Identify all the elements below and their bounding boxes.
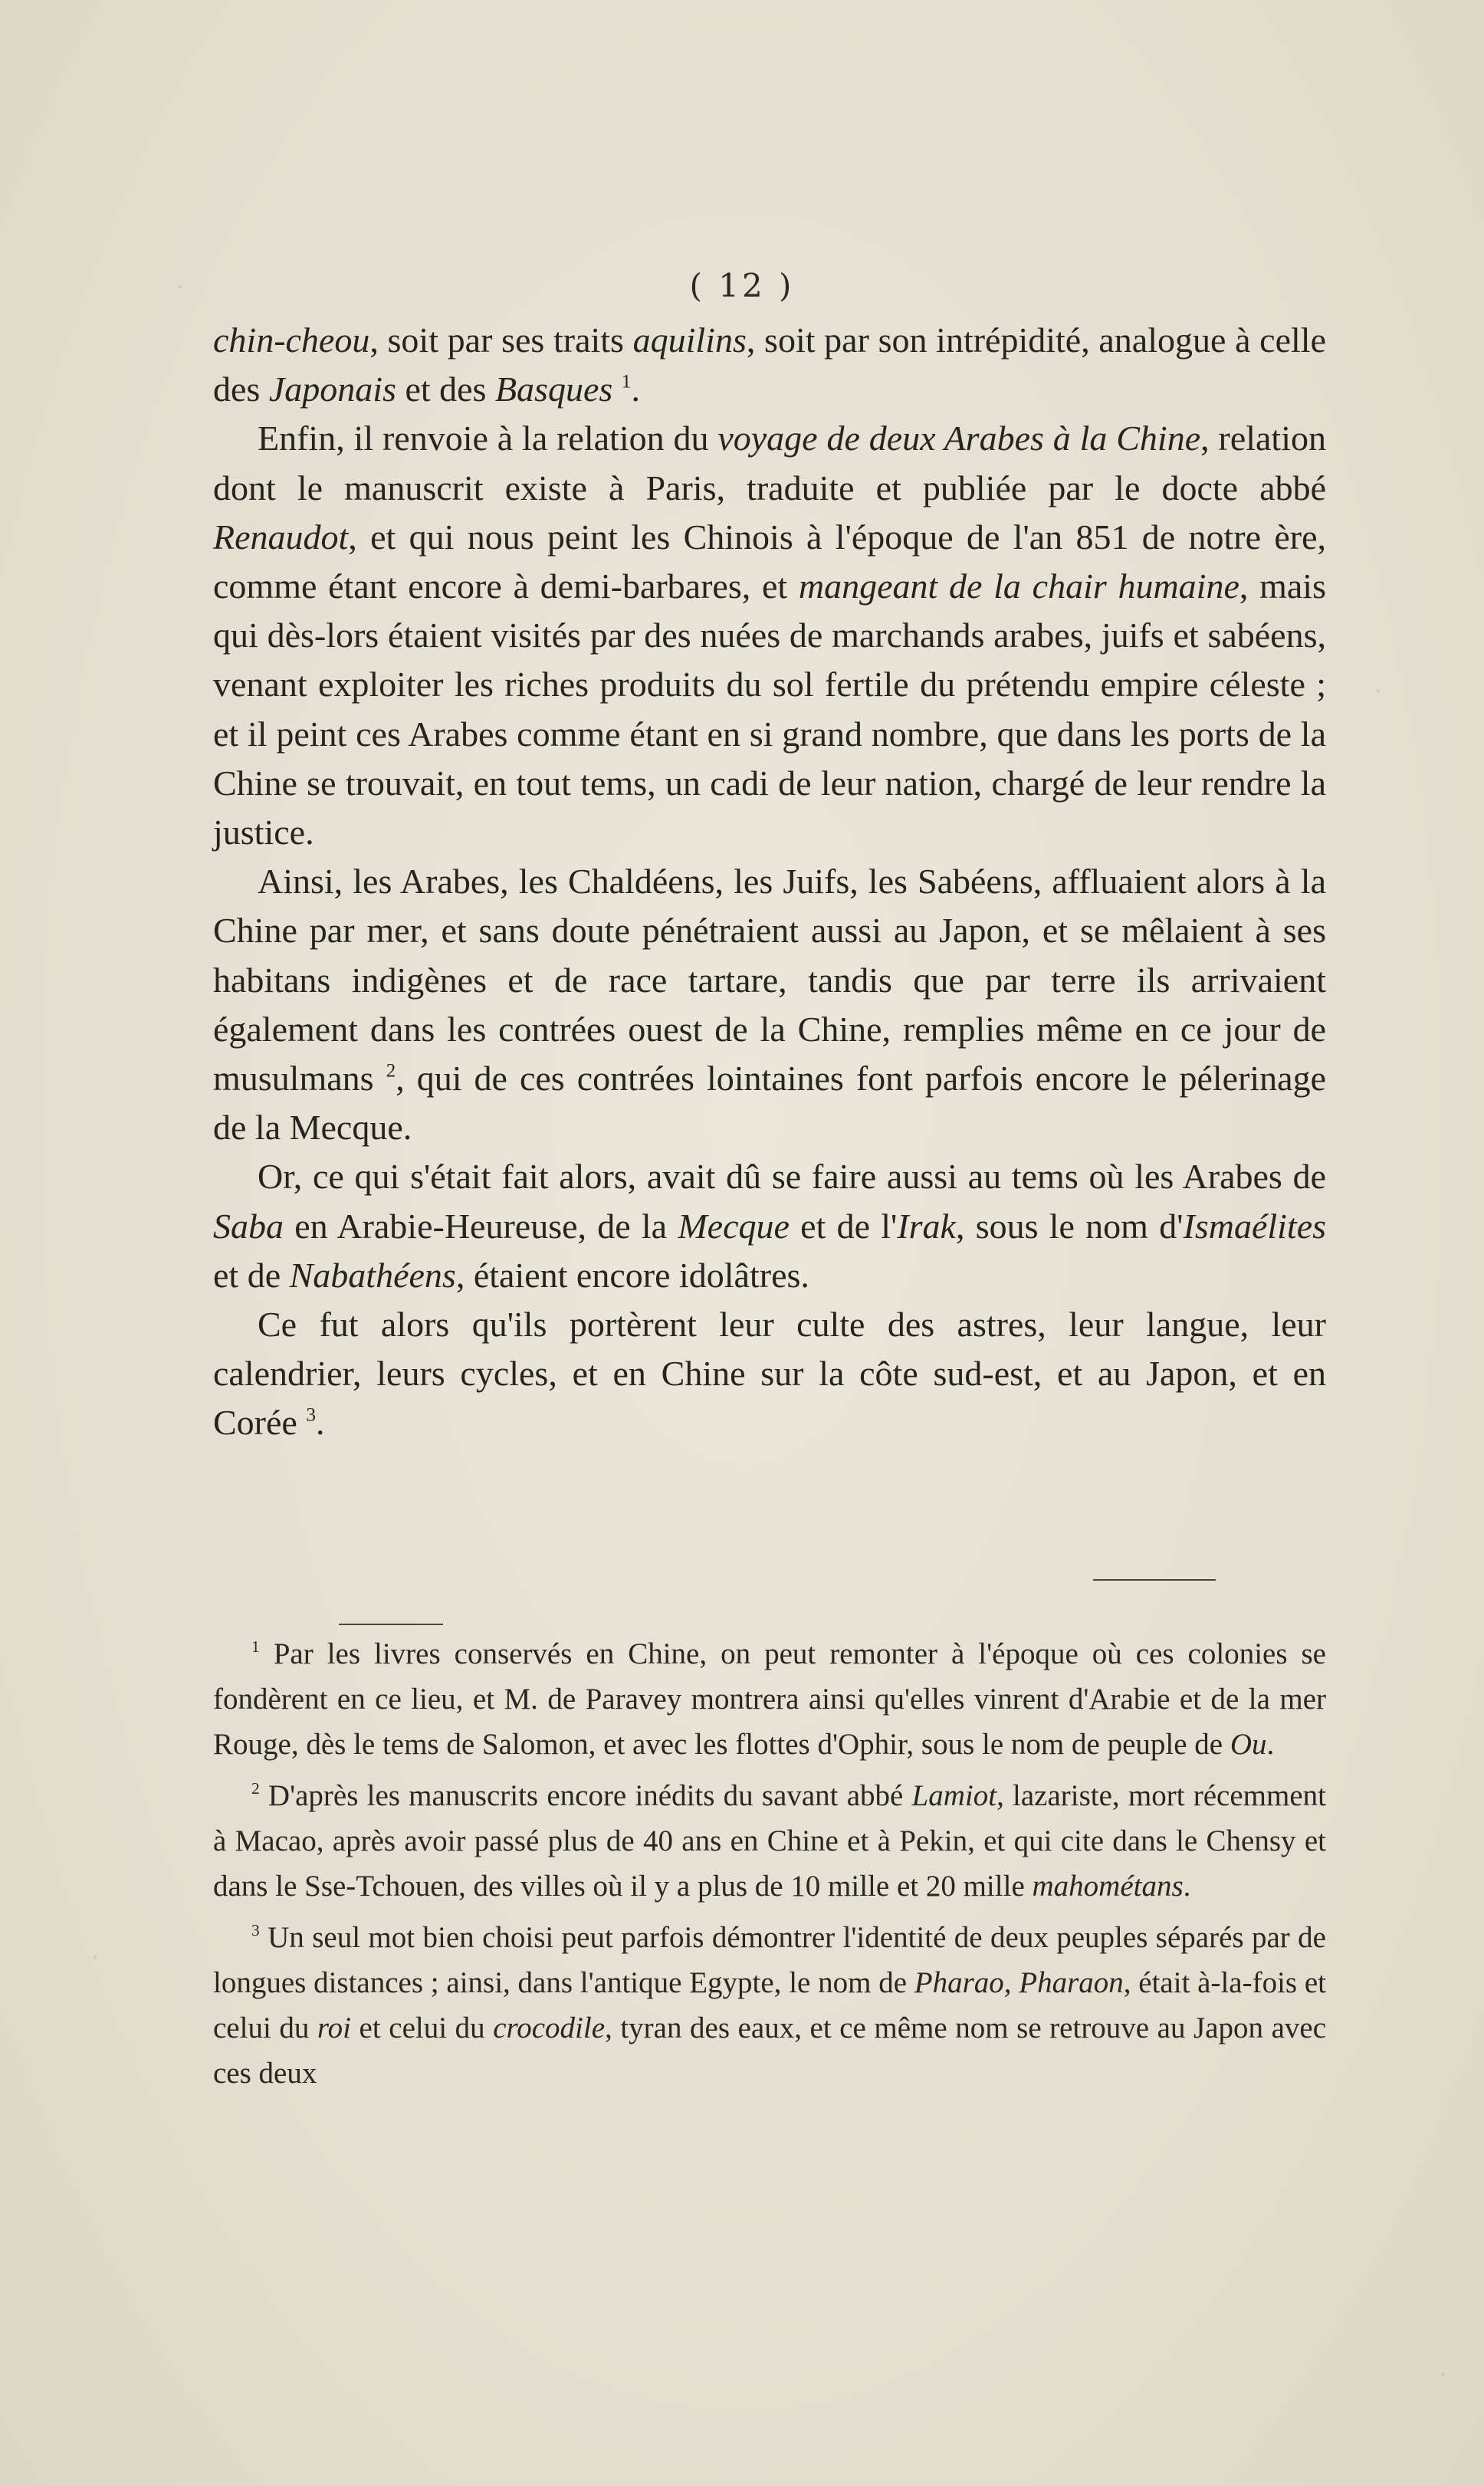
footnote-separator [339, 1624, 443, 1625]
italic-term: Ou [1230, 1728, 1267, 1761]
italic-term: mangeant de la chair humaine [798, 566, 1239, 606]
italic-term: Mecque [678, 1206, 790, 1246]
text-run: et celui du [351, 2011, 494, 2044]
text-run: , qui de ces contrées lointaines font parfois encore le pélerinage de la Mecque. [213, 1059, 1327, 1148]
italic-term: Pharao, Pharaon [914, 1966, 1124, 1999]
text-run: Un seul mot bien choisi peut parfois démontrer l'identité de deux peuples séparés par de longues distances ; ainsi, dans l'antique Egypte, le nom de [213, 1921, 1326, 1999]
main-text [213, 316, 1326, 1448]
text-run: , étaient encore idolâtres. [455, 1255, 809, 1295]
italic-term: Basques [494, 369, 613, 409]
italic-term: Renaudot [213, 517, 349, 557]
text-run: , était à-la-fois et celui du [213, 1966, 1327, 2044]
text-run: Enfin, il renvoie à la relation du [258, 419, 718, 458]
paper-spot [1441, 2373, 1445, 2376]
paragraph-2 [213, 414, 1326, 857]
footnote-ref: 3 [306, 1404, 316, 1426]
italic-term: Saba [213, 1206, 284, 1246]
text-run [612, 369, 622, 409]
text-run: Par les livres conservés en Chine, on peut remonter à l'époque où ces colonies se fondèrent en ce lieu, et M. de Paravey montrera ainsi qu'elles vinrent d'Arabie et de la mer Rouge, dès le tems de Salomon, et avec les flottes d'Ophir, sous le nom de peuple de [213, 1637, 1326, 1761]
footnote-3 [213, 1915, 1326, 2096]
text-run: , relation dont le manuscrit existe à Paris, traduite et publiée par le docte abbé [213, 419, 1326, 507]
paper-spot [1377, 690, 1380, 693]
italic-term: Ismaélites [1183, 1206, 1327, 1246]
footnote-ref: 2 [386, 1059, 396, 1082]
italic-term: Japonais [268, 369, 396, 409]
text-run: , lazariste, mort récemment à Macao, après avoir passé plus de 40 ans en Chine et à Pekin, et qui cite dans le Chensy et dans le Sse-Tchouen, des villes où il y a plus de 10 mille et 20 mille [213, 1779, 1326, 1903]
text-run: Ce fut alors qu'ils portèrent leur culte des astres, leur langue, leur calendrier, leurs cycles, et en Chine sur la côte sud-est, et au Japon, et en Corée [213, 1305, 1326, 1443]
text-run: , et qui nous peint les Chinois à l'époque de l'an 851 de notre ère, comme étant encore à demi-barbares, et [213, 517, 1326, 606]
text-run: , mais qui dès-lors étaient visités par des nuées de marchands arabes, juifs et sabéens, venant exploiter les riches produits du sol fertile du prétendu empire céleste ; et il peint ces Arabes comme étant en si grand nombre, que dans les ports de la Chine se trouvait, en tout tems, un cadi de leur nation, chargé de leur rendre la justice. [213, 566, 1326, 852]
text-run: . [316, 1403, 325, 1443]
paragraph-4 [213, 1152, 1326, 1300]
italic-term: voyage de deux Arabes à la Chine [717, 419, 1201, 458]
text-run: , soit par son intrépidité, analogue à celle des [213, 320, 1326, 409]
italic-term: crocodile [493, 2011, 606, 2044]
footnote-number: 3 [251, 1921, 260, 1939]
italic-term: Nabathéens [289, 1255, 456, 1295]
italic-term: mahométans [1032, 1870, 1184, 1903]
footnotes [213, 1631, 1326, 2102]
footnote-ref: 1 [621, 370, 632, 392]
italic-term: Lamiot [911, 1779, 997, 1812]
text-run: Or, ce qui s'était fait alors, avait dû se faire aussi au tems où les Arabes de [258, 1157, 1326, 1197]
italic-term: chin-cheou [213, 320, 370, 360]
italic-term: aquilins [632, 320, 747, 360]
footnote-2 [213, 1773, 1326, 1909]
text-run: , soit par ses traits [369, 320, 633, 360]
text-run: . [631, 369, 640, 409]
page-number: ( 12 ) [689, 267, 795, 304]
paper-spot [94, 1955, 97, 1959]
text-run: en Arabie-Heureuse, de la [284, 1206, 678, 1246]
text-run: et de [213, 1255, 290, 1295]
text-run: Ainsi, les Arabes, les Chaldéens, les Juifs, les Sabéens, affluaient alors à la Chine par mer, et sans doute pénétraient aussi au Japon, et se mêlaient à ses habitans indigènes et de race tartare, tandis que par terre ils arrivaient également dans les contrées ouest de la Chine, remplies même en ce jour de musulmans [213, 862, 1326, 1099]
trailing-rule [1093, 1579, 1216, 1581]
text-run: , tyran des eaux, et ce même nom se retrouve au Japon avec ces deux [213, 2011, 1327, 2090]
paragraph-1 [213, 316, 1326, 414]
text-run: , sous le nom d' [955, 1206, 1184, 1246]
footnote-number: 1 [251, 1637, 260, 1656]
footnote-number: 2 [251, 1779, 260, 1798]
text-run: et des [396, 369, 495, 409]
text-run: . [1183, 1870, 1191, 1903]
paragraph-3 [213, 857, 1326, 1152]
italic-term: roi [317, 2011, 351, 2044]
text-run: D'après les manuscrits encore inédits du savant abbé [259, 1779, 912, 1812]
text-run: et de l' [789, 1206, 898, 1246]
paragraph-5 [213, 1300, 1326, 1448]
text-run: . [1266, 1728, 1275, 1761]
footnote-1 [213, 1631, 1326, 1767]
italic-term: Irak [897, 1206, 956, 1246]
